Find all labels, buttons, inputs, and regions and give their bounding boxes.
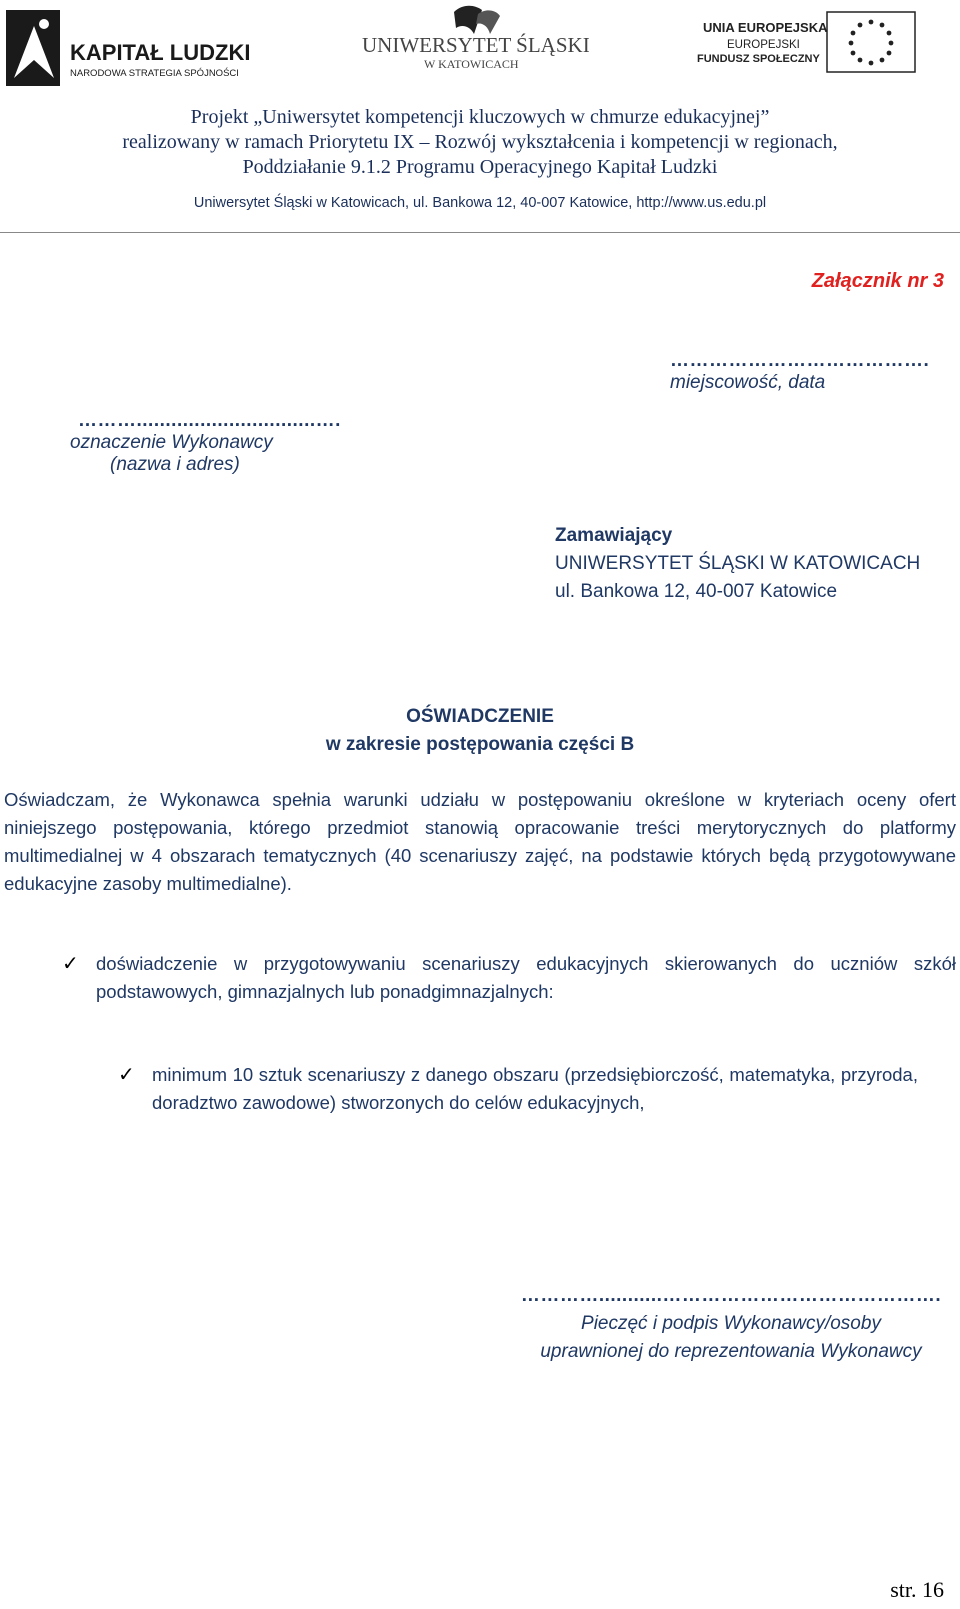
uniwersytet-text: UNIWERSYTET ŚLĄSKI xyxy=(362,33,590,57)
project-title-line: Projekt „Uniwersytet kompetencji kluczowych w chmurze edukacyjnej” xyxy=(190,106,770,128)
project-priority-line: realizowany w ramach Priorytetu IX – Rozwój wykształcenia i kompetencji w regionach, xyxy=(122,131,838,153)
kapital-ludzki-text: KAPITAŁ LUDZKI xyxy=(70,40,251,65)
orderer-heading: Zamawiający xyxy=(555,525,673,546)
eu-text-1: UNIA EUROPEJSKA xyxy=(703,20,828,35)
eu-text-2: EUROPEJSKI xyxy=(727,39,800,51)
place-date-label: miejscowość, data xyxy=(670,372,826,393)
checkmark-icon: ✓ xyxy=(62,953,79,975)
contractor-label: oznaczenie Wykonawcy xyxy=(70,432,273,453)
statement-title xyxy=(0,703,960,759)
orderer-name: UNIWERSYTET ŚLĄSKI W KATOWICACH xyxy=(555,553,921,574)
place-date-block xyxy=(670,350,960,394)
page-number: str. 16 xyxy=(890,1577,944,1602)
contractor-sublabel: (nazwa i adres) xyxy=(110,454,240,475)
signature-dots: …………...........……………………………………. xyxy=(520,1285,942,1306)
orderer-block xyxy=(555,522,920,606)
signature-label: Pieczęć i podpis Wykonawcy/osoby xyxy=(581,1313,881,1334)
list-item-text: doświadczenie w przygotowywaniu scenariuszy edukacyjnych skierowanych do uczniów szkół podstawowych, gimnazjalnych lub ponadgimnazjalnych: xyxy=(96,953,956,1002)
signature-block xyxy=(516,1282,946,1366)
kapital-ludzki-subtext: NARODOWA STRATEGIA SPÓJNOŚCI xyxy=(70,68,239,79)
eu-flag-icon xyxy=(697,10,945,74)
contractor-block xyxy=(70,410,350,476)
header-divider xyxy=(0,232,960,233)
eu-fund-logo xyxy=(697,10,945,74)
place-date-dots: …………………………………. xyxy=(670,350,930,371)
contractor-dots: ………...............................…. xyxy=(78,410,341,431)
uniwersytet-emblem-icon xyxy=(362,4,592,74)
statement-heading: OŚWIADCZENIE xyxy=(406,706,554,727)
checkmark-icon: ✓ xyxy=(118,1064,135,1086)
list-item xyxy=(118,1061,918,1117)
eu-text-3: FUNDUSZ SPOŁECZNY xyxy=(697,53,820,65)
project-program-line: Poddziałanie 9.1.2 Programu Operacyjnego Kapitał Ludzki xyxy=(242,156,718,178)
kapital-ludzki-emblem-icon xyxy=(4,8,264,90)
orderer-address: ul. Bankowa 12, 40-007 Katowice xyxy=(555,581,838,602)
signature-sublabel: uprawnionej do reprezentowania Wykonawcy xyxy=(540,1341,922,1362)
list-item xyxy=(62,950,956,1006)
uniwersytet-slaski-logo xyxy=(362,4,592,74)
statement-paragraph: Oświadczam, że Wykonawca spełnia warunki udziału w postępowaniu określone w kryteriach oceny ofert niniejszego postępowania, którego przedmiot stanowią opracowanie treści merytorycznych do platformy multimedialnej w 4 obszarach tematycznych (40 scenariuszy zajęć, na podstawie których będą przygotowywane edukacyjne zasoby multimedialne). xyxy=(4,789,956,894)
statement-subheading: w zakresie postępowania części B xyxy=(325,734,635,755)
kapital-ludzki-logo xyxy=(4,8,264,90)
uniwersytet-subtext: W KATOWICACH xyxy=(424,57,519,71)
list-item-text: minimum 10 sztuk scenariuszy z danego obszaru (przedsiębiorczość, matematyka, przyroda, doradztwo zawodowe) stworzonych do celów edukacyjnych, xyxy=(152,1064,918,1113)
attachment-label: Załącznik nr 3 xyxy=(811,270,944,292)
university-address: Uniwersytet Śląski w Katowicach, ul. Bankowa 12, 40-007 Katowice, http://www.us.edu.pl xyxy=(193,195,767,211)
